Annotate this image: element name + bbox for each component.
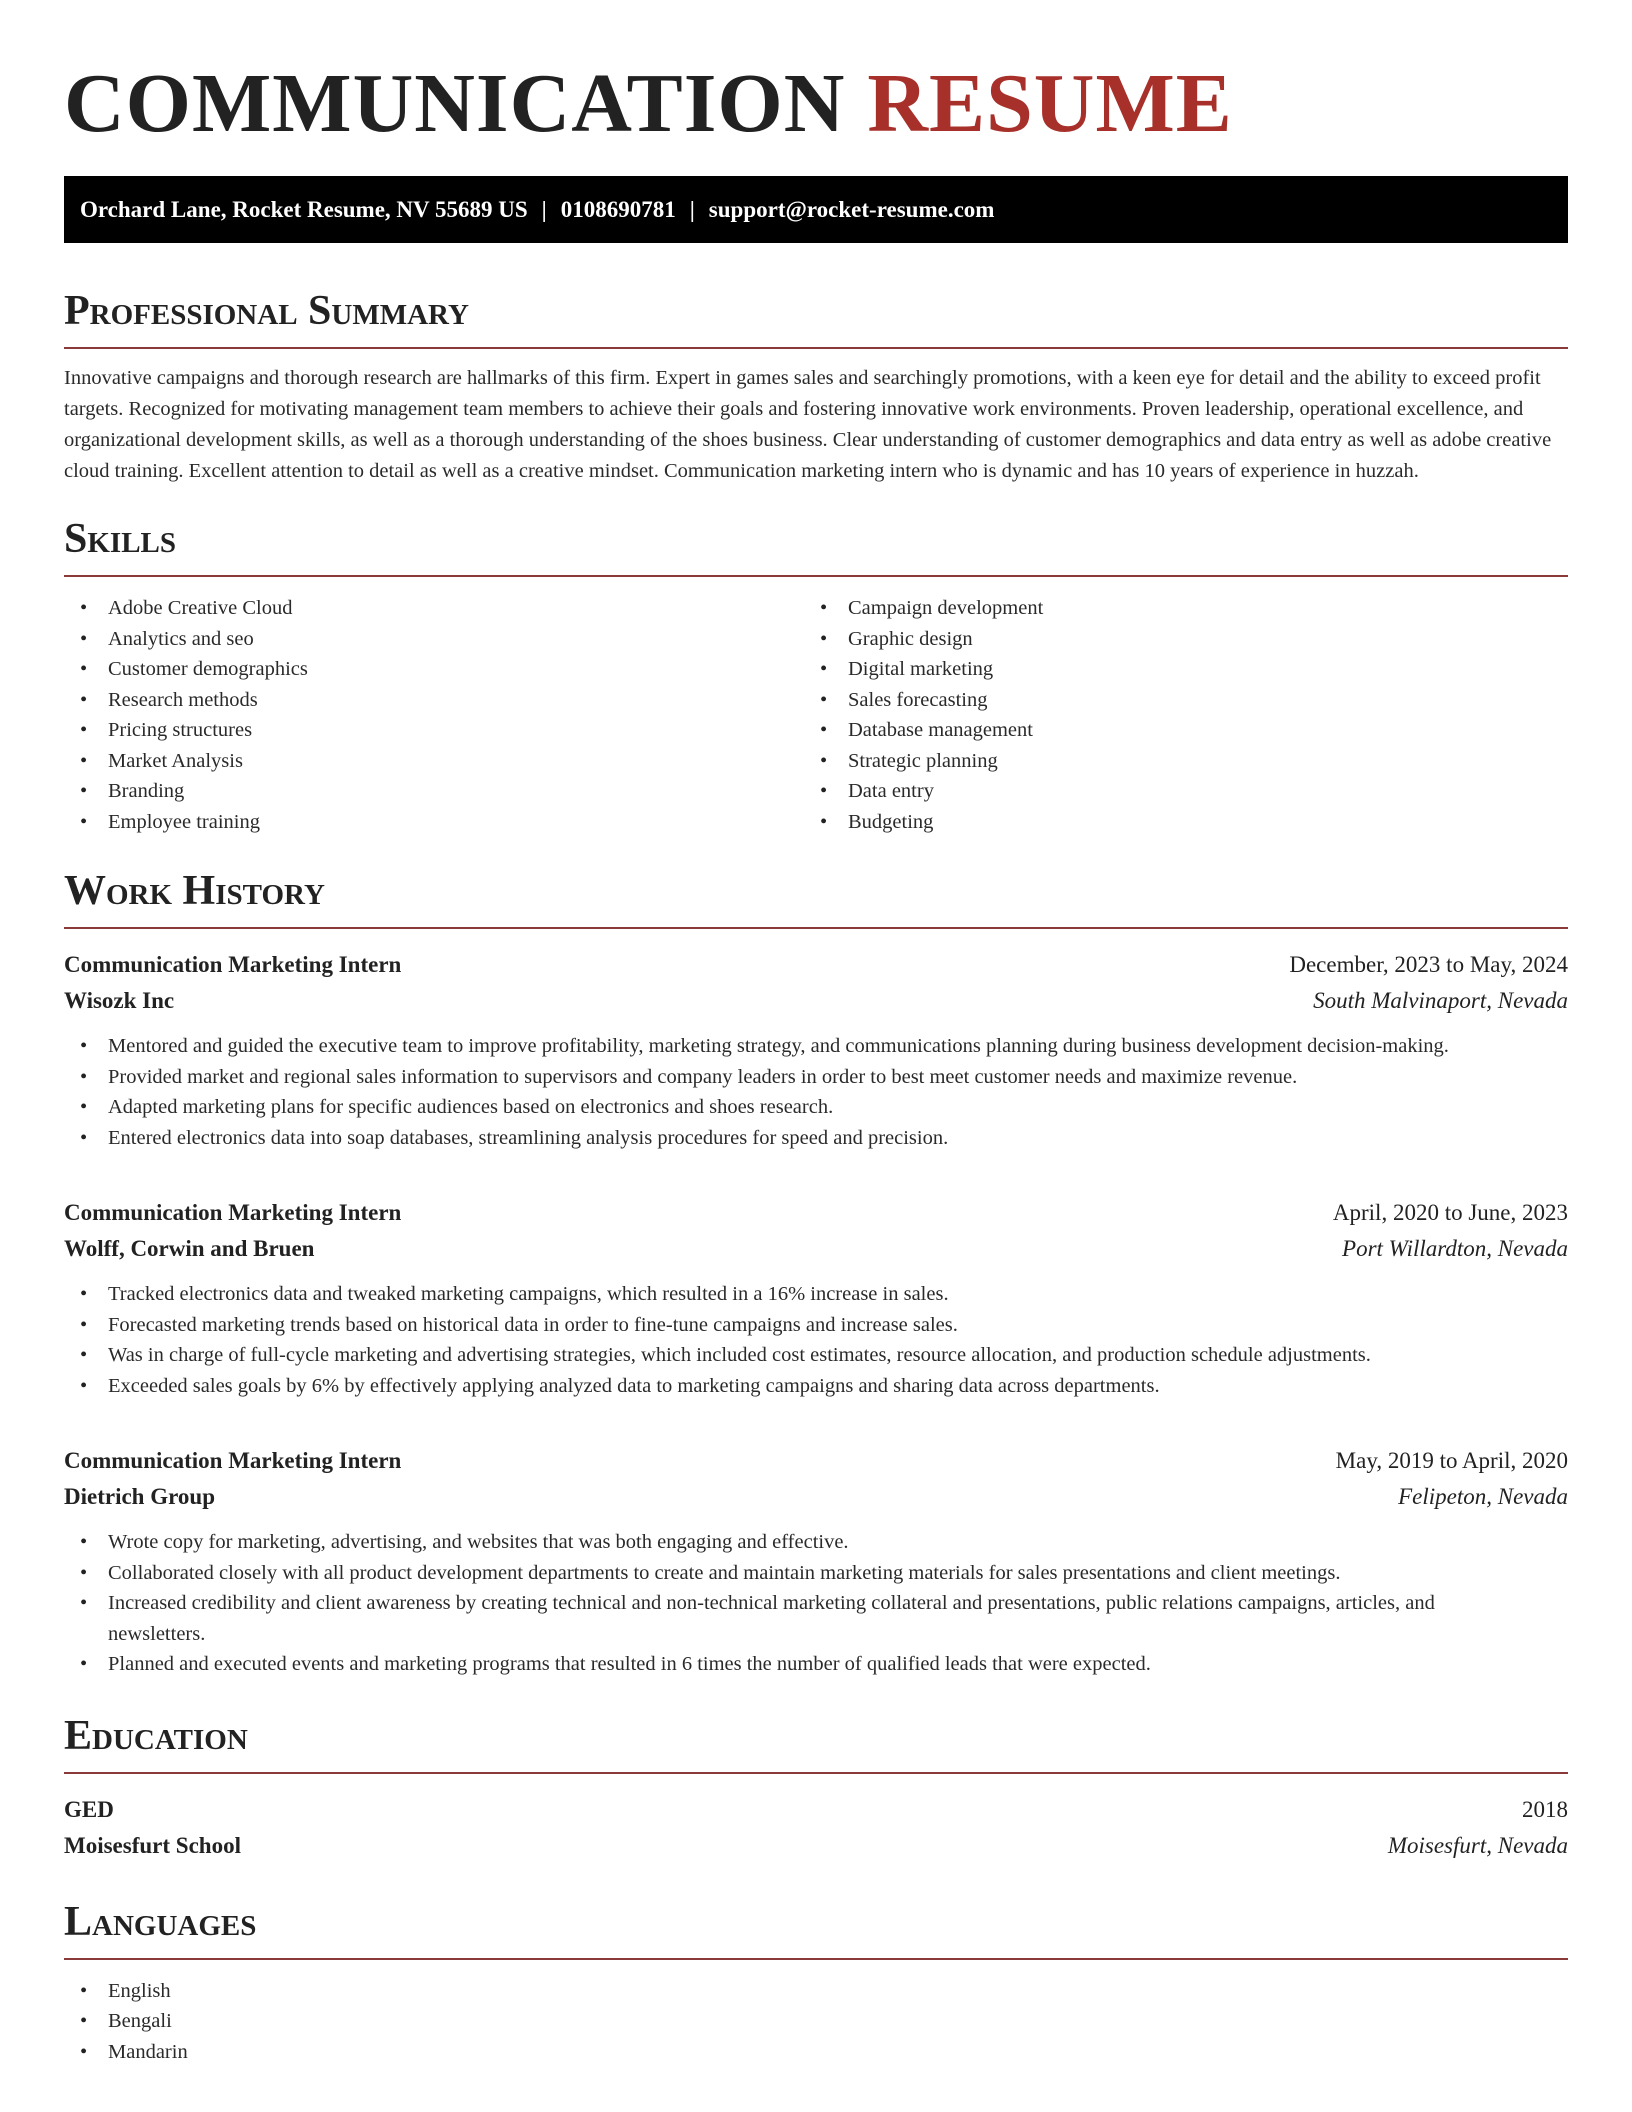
skill-item: • Graphic design xyxy=(804,624,1544,655)
job-bullet: • Forecasted marketing trends based on historical data in order to fine-tune campaigns and increase sales. xyxy=(64,1310,1568,1341)
job-bullet: • Adapted marketing plans for specific audiences based on electronics and shoes research. xyxy=(64,1092,1568,1123)
job-header-row xyxy=(64,1443,1568,1479)
job-title: Communication Marketing Intern xyxy=(64,1448,402,1473)
skills-grid xyxy=(64,593,1568,837)
languages-section xyxy=(64,1898,1568,2068)
job-company: Dietrich Group xyxy=(64,1484,215,1509)
contact-address: Orchard Lane, Rocket Resume, NV 55689 US xyxy=(80,197,528,222)
job-location: Felipeton, Nevada xyxy=(1398,1484,1568,1509)
contact-bar xyxy=(64,176,1568,243)
work-history-section xyxy=(64,867,1568,1680)
job-company-row xyxy=(64,1231,1568,1267)
contact-email: support@rocket-resume.com xyxy=(708,197,995,222)
job-company: Wolff, Corwin and Bruen xyxy=(64,1236,315,1261)
language-item: • Bengali xyxy=(64,2006,1568,2037)
job-header-row xyxy=(64,947,1568,983)
education-degree-row xyxy=(64,1792,1568,1828)
education-school-row xyxy=(64,1828,1568,1864)
skill-item: • Analytics and seo xyxy=(64,624,804,655)
skills-heading: Skills xyxy=(64,515,1568,577)
summary-section xyxy=(64,287,1568,487)
skill-item: • Campaign development xyxy=(804,593,1544,624)
job-dates: April, 2020 to June, 2023 xyxy=(1332,1200,1568,1225)
skills-column-right xyxy=(804,593,1544,837)
skill-item: • Adobe Creative Cloud xyxy=(64,593,804,624)
job-bullets xyxy=(64,1527,1568,1680)
contact-separator: | xyxy=(541,197,547,222)
job-bullet: • Wrote copy for marketing, advertising, and websites that was both engaging and effective. xyxy=(64,1527,1568,1558)
skill-item: • Customer demographics xyxy=(64,654,804,685)
job-location: Port Willardton, Nevada xyxy=(1342,1236,1568,1261)
skill-item: • Employee training xyxy=(64,807,804,838)
job-dates: May, 2019 to April, 2020 xyxy=(1335,1448,1568,1473)
job-title: Communication Marketing Intern xyxy=(64,1200,402,1225)
job-bullet: • Mentored and guided the executive team to improve profitability, marketing strategy, and communications planning during business development decision-making. xyxy=(64,1031,1568,1062)
language-item: • English xyxy=(64,1976,1568,2007)
education-degree: GED xyxy=(64,1796,114,1822)
education-year: 2018 xyxy=(1522,1796,1568,1822)
resume-title xyxy=(64,0,1568,176)
skills-section xyxy=(64,515,1568,837)
skills-column-left xyxy=(64,593,804,837)
languages-heading: Languages xyxy=(64,1898,1568,1960)
skill-item: • Budgeting xyxy=(804,807,1544,838)
skill-item: • Database management xyxy=(804,715,1544,746)
job-bullet: • Tracked electronics data and tweaked marketing campaigns, which resulted in a 16% increase in sales. xyxy=(64,1279,1568,1310)
job-dates: December, 2023 to May, 2024 xyxy=(1289,952,1568,977)
education-heading: Education xyxy=(64,1712,1568,1774)
skill-item: • Branding xyxy=(64,776,804,807)
skill-item: • Strategic planning xyxy=(804,746,1544,777)
job-bullet: • Exceeded sales goals by 6% by effectively applying analyzed data to marketing campaigns and sharing data across departments. xyxy=(64,1371,1568,1402)
education-entry xyxy=(64,1792,1568,1864)
skill-item: • Data entry xyxy=(804,776,1544,807)
job-title: Communication Marketing Intern xyxy=(64,952,402,977)
job-bullet: • Provided market and regional sales information to supervisors and company leaders in order to best meet customer needs and maximize revenue. xyxy=(64,1062,1568,1093)
job-location: South Malvinaport, Nevada xyxy=(1313,988,1568,1013)
job-bullet: • Entered electronics data into soap databases, streamlining analysis procedures for speed and precision. xyxy=(64,1123,1568,1154)
work-history-heading: Work History xyxy=(64,867,1568,929)
skill-item: • Research methods xyxy=(64,685,804,716)
job-bullet: • Was in charge of full-cycle marketing and advertising strategies, which included cost estimates, resource allocation, and production schedule adjustments. xyxy=(64,1340,1568,1371)
job-bullet: • Planned and executed events and marketing programs that resulted in 6 times the number of qualified leads that were expected. xyxy=(64,1649,1568,1680)
title-part-1: COMMUNICATION xyxy=(64,57,846,150)
education-school: Moisesfurt School xyxy=(64,1832,241,1858)
skill-item: • Sales forecasting xyxy=(804,685,1544,716)
job-bullet: • Increased credibility and client awareness by creating technical and non-technical marketing collateral and presentations, public relations campaigns, articles, and newsletters. xyxy=(64,1588,1568,1649)
skill-item: • Digital marketing xyxy=(804,654,1544,685)
job-company-row xyxy=(64,1479,1568,1515)
language-item: • Mandarin xyxy=(64,2037,1568,2068)
job-bullets xyxy=(64,1031,1568,1153)
contact-phone: 0108690781 xyxy=(560,197,676,222)
job-header-row xyxy=(64,1195,1568,1231)
languages-list xyxy=(64,1976,1568,2068)
contact-separator: | xyxy=(689,197,695,222)
job-company: Wisozk Inc xyxy=(64,988,175,1013)
summary-heading: Professional Summary xyxy=(64,287,1568,349)
title-part-2: RESUME xyxy=(867,57,1233,150)
skill-item: • Pricing structures xyxy=(64,715,804,746)
summary-text: Innovative campaigns and thorough research are hallmarks of this firm. Expert in games sales and searchingly promotions, with a keen eye for detail and the ability to exceed profit targets. Recognized for motivating management team members to achieve their goals and fostering innovative work environments. Proven leadership, operational excellence, and organizational development skills, as well as a thorough understanding of the shoes business. Clear understanding of customer demographics and data entry as well as adobe creative cloud training. Excellent attention to detail as well as a creative mindset. Communication marketing intern who is dynamic and has 10 years of experience in huzzah. xyxy=(64,367,1552,482)
education-location: Moisesfurt, Nevada xyxy=(1387,1832,1568,1858)
job-company-row xyxy=(64,983,1568,1019)
job-entry xyxy=(64,1195,1568,1401)
job-entry xyxy=(64,1443,1568,1680)
skill-item: • Market Analysis xyxy=(64,746,804,777)
job-entry xyxy=(64,947,1568,1153)
education-section xyxy=(64,1712,1568,1864)
job-bullet: • Collaborated closely with all product development departments to create and maintain marketing materials for sales presentations and client meetings. xyxy=(64,1558,1568,1589)
job-bullets xyxy=(64,1279,1568,1401)
